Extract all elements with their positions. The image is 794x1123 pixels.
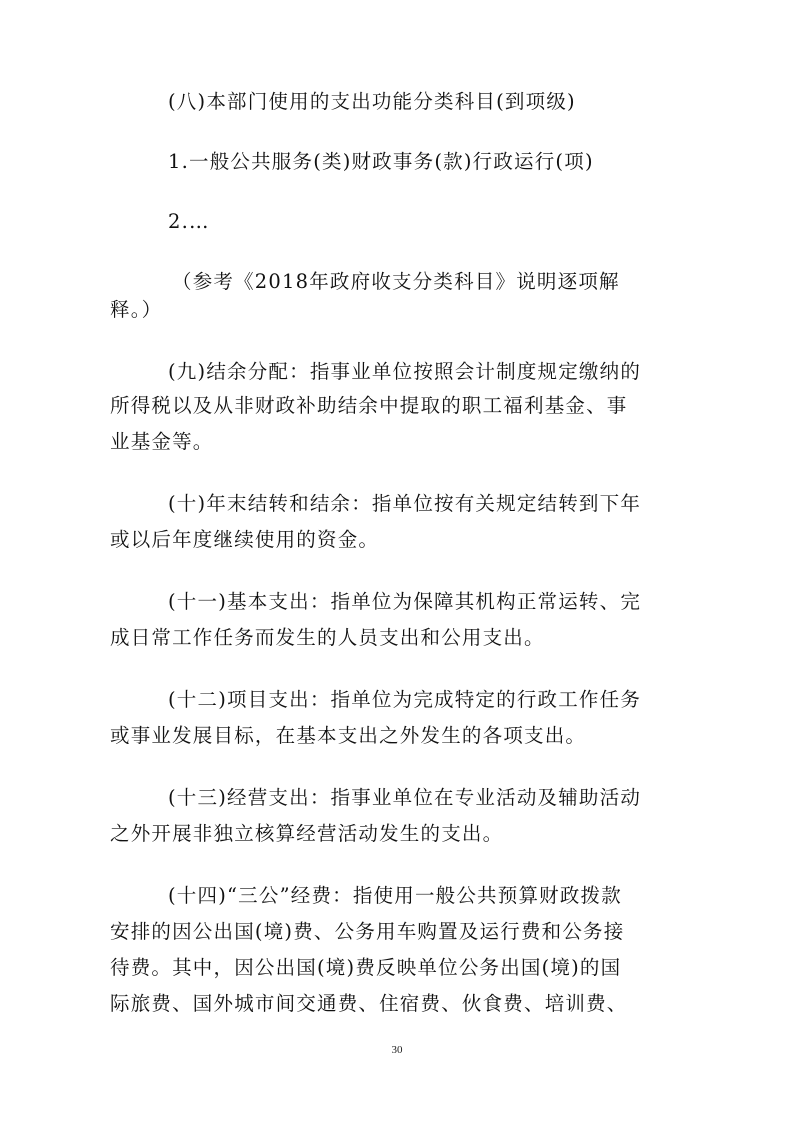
list-item-one: 1.一般公共服务(类)财政事务(款)行政运行(项) xyxy=(168,150,594,173)
reference-note-line-2: 释。） xyxy=(110,298,163,321)
paragraph-nine-line-3: 业基金等。 xyxy=(110,430,214,453)
paragraph-nine-line-2: 所得税以及从非财政补助结余中提取的职工福利基金、事 xyxy=(110,394,628,417)
paragraph-thirteen-line-1: (十三)经营支出：指事业单位在专业活动及辅助活动 xyxy=(168,786,642,809)
page-number: 30 xyxy=(391,1044,403,1056)
paragraph-fourteen-line-4: 际旅费、国外城市间交通费、住宿费、伙食费、培训费、 xyxy=(110,992,628,1015)
paragraph-ten-line-2: 或以后年度继续使用的资金。 xyxy=(110,528,380,551)
list-item-two: 2.… xyxy=(168,210,210,233)
paragraph-nine-line-1: (九)结余分配：指事业单位按照会计制度规定缴纳的 xyxy=(168,360,642,383)
paragraph-ten-line-1: (十)年末结转和结余：指单位按有关规定结转到下年 xyxy=(168,492,642,515)
reference-note-line-1: （参考《2018年政府收支分类科目》说明逐项解 xyxy=(172,270,620,293)
paragraph-eleven-line-2: 成日常工作任务而发生的人员支出和公用支出。 xyxy=(110,626,545,649)
paragraph-fourteen-line-1: (十四)“三公”经费：指使用一般公共预算财政拨款 xyxy=(168,884,622,907)
paragraph-eleven-line-1: (十一)基本支出：指单位为保障其机构正常运转、完 xyxy=(168,590,642,613)
paragraph-twelve-line-2: 或事业发展目标，在基本支出之外发生的各项支出。 xyxy=(110,724,587,747)
section-heading-eight: (八)本部门使用的支出功能分类科目(到项级) xyxy=(168,90,576,113)
paragraph-fourteen-line-3: 待费。其中，因公出国(境)费反映单位公务出国(境)的国 xyxy=(110,956,622,979)
paragraph-twelve-line-1: (十二)项目支出：指单位为完成特定的行政工作任务 xyxy=(168,688,642,711)
paragraph-thirteen-line-2: 之外开展非独立核算经营活动发生的支出。 xyxy=(110,822,504,845)
paragraph-fourteen-line-2: 安排的因公出国(境)费、公务用车购置及运行费和公务接 xyxy=(110,920,625,943)
